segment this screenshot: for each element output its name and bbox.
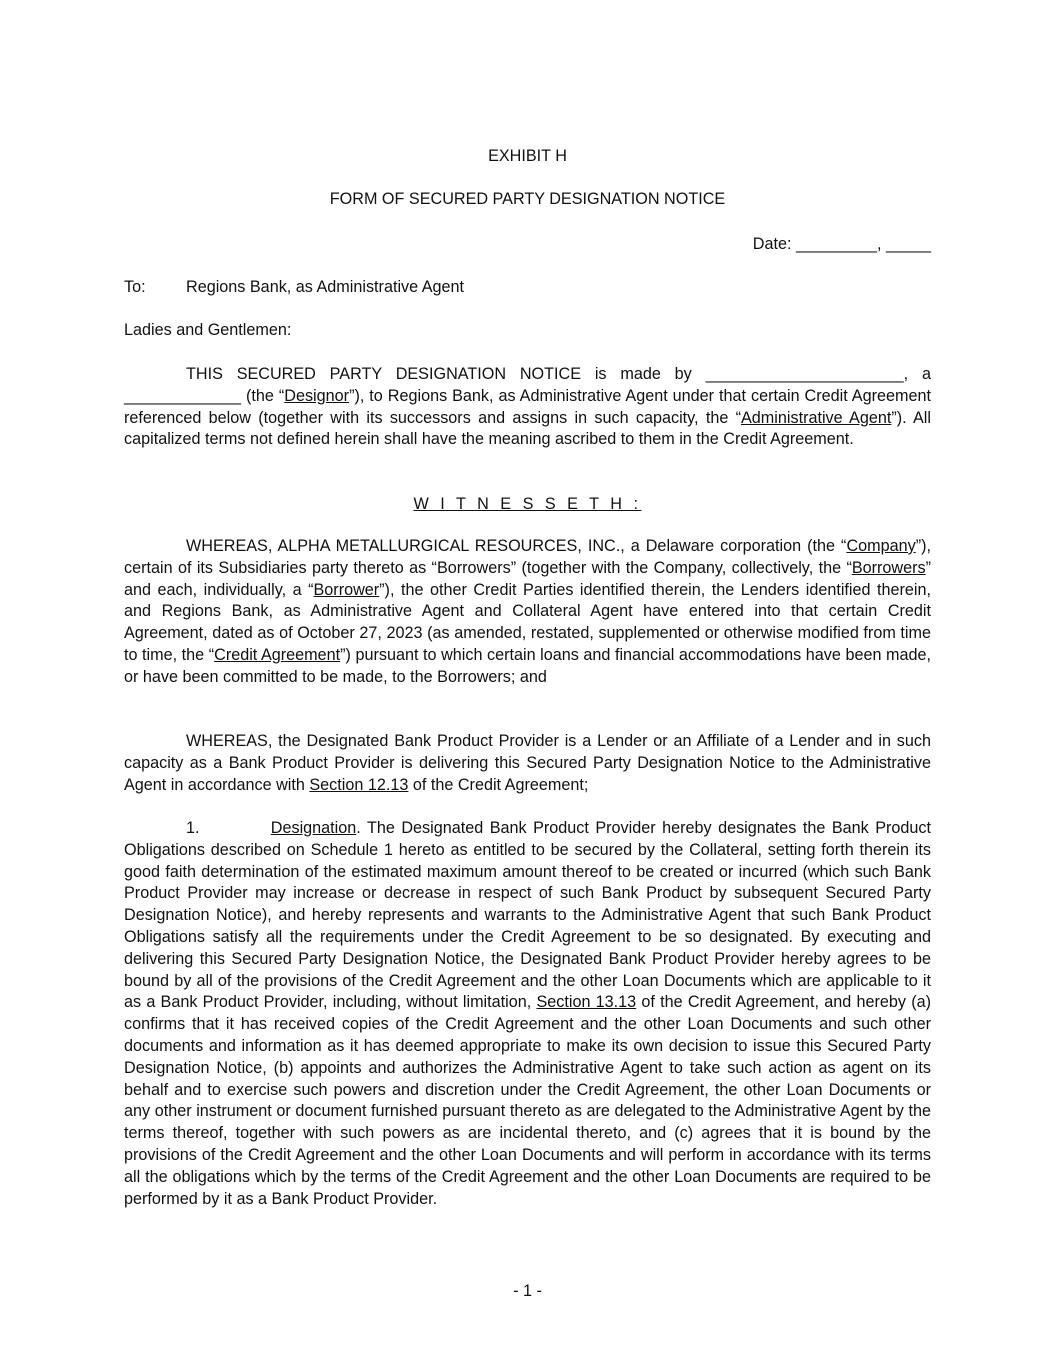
paragraph-text: 1. — [186, 819, 271, 837]
paragraph-text: WHEREAS, ALPHA METALLURGICAL RESOURCES, INC., a Delaware corporation (the “ — [186, 537, 847, 555]
addressee — [124, 277, 931, 299]
defined-term: Borrowers — [851, 558, 926, 577]
paragraph-text: of the Credit Agreement; — [408, 775, 589, 794]
paragraph-text: THIS SECURED PARTY DESIGNATION NOTICE is made by ______________________, a _____________ (the “ — [124, 365, 931, 405]
paragraph-text: ” and each, individually, a “ — [124, 558, 931, 599]
defined-term: Section 12.13 — [309, 775, 409, 794]
page-number: - 1 - — [513, 1282, 542, 1300]
paragraph-text: WHEREAS, the Designated Bank Product Provider is a Lender or an Affiliate of a Lender and in such capacity as a Bank Product Provider is delivering this Secured Party Designation Notice to the Administrative Agent in accordance with — [124, 732, 931, 794]
date-line: Date: _________, _____ — [752, 235, 931, 253]
defined-term: Designation — [270, 819, 357, 837]
whereas-paragraph-1 — [124, 536, 931, 689]
to-label: To: — [124, 278, 146, 296]
to-value: Regions Bank, as Administrative Agent — [186, 278, 465, 296]
paragraph-text: ”), the other Credit Parties identified therein, the Lenders identified therein, and Regions Bank, as Administrative Agent and Collateral Agent have entered into that certain Credit Agreement, dated as of October 27, 2023 (as amended, restated, supplemented or otherwise modified from time to time, the “ — [124, 580, 932, 664]
witnesseth-wrap — [124, 494, 931, 516]
designation-paragraph — [124, 818, 931, 1210]
defined-term: Credit Agreement — [214, 645, 341, 664]
defined-term: Section 13.13 — [536, 993, 637, 1012]
exhibit-title: EXHIBIT H — [488, 147, 567, 165]
whereas-paragraph-2 — [124, 731, 931, 796]
paragraph-text: ”), to Regions Bank, as Administrative Agent under that certain Credit Agreement referenced below (together with its successors and assigns in such capacity, the “ — [124, 386, 931, 427]
defined-term: Borrower — [313, 580, 380, 599]
witnesseth-heading: W I T N E S S E T H : — [413, 495, 642, 513]
defined-term: Company — [846, 537, 916, 555]
paragraph-text: ”). All capitalized terms not defined herein shall have the meaning ascribed to them in the Credit Agreement. — [124, 408, 931, 449]
defined-term: Designor — [284, 386, 350, 405]
preamble-paragraph — [124, 364, 931, 451]
paragraph-text: of the Credit Agreement, and hereby (a) confirms that it has received copies of the Credit Agreement and the other Loan Documents and such other documents and information as it has deemed appropriate to make its own decision to issue this Secured Party Designation Notice, (b) appoints and authorizes the Administrative Agent to take such action as agent on its behalf and to exercise such powers and discretion under the Credit Agreement, the other Loan Documents or any other instrument or document furnished pursuant thereto as are delegated to the Administrative Agent by the terms thereof, together with such powers as are incidental thereto, and (c) agrees that it is bound by the provisions of the Credit Agreement and the other Loan Documents and will perform in accordance with its terms all the obligations which by the terms of the Credit Agreement and the other Loan Documents are required to be performed by it as a Bank Product Provider. — [124, 993, 931, 1208]
form-title: FORM OF SECURED PARTY DESIGNATION NOTICE — [329, 190, 726, 208]
paragraph-text: ”), certain of its Subsidiaries party thereto as “Borrowers” (together with the Company, collectively, the “ — [124, 537, 931, 577]
paragraph-text: ”) pursuant to which certain loans and financial accommodations have been made, or have been committed to be made, to the Borrowers; and — [124, 645, 932, 686]
paragraph-text: . The Designated Bank Product Provider hereby designates the Bank Product Obligations described on Schedule 1 hereto as entitled to be secured by the Collateral, setting forth therein its good faith determination of the estimated maximum amount thereof to be created or incurred (which such Bank Product Provider may increase or decrease in respect of such Bank Product by subsequent Secured Party Designation Notice), and hereby represents and warrants to the Administrative Agent that such Bank Product Obligations satisfy all the requirements under the Credit Agreement to be so designated. By executing and delivering this Secured Party Designation Notice, the Designated Bank Product Provider hereby agrees to be bound by all of the provisions of the Credit Agreement and the other Loan Documents which are applicable to it as a Bank Product Provider, including, without limitation, — [124, 819, 931, 1012]
salutation: Ladies and Gentlemen: — [124, 321, 292, 339]
defined-term: Administrative Agent — [741, 408, 892, 427]
